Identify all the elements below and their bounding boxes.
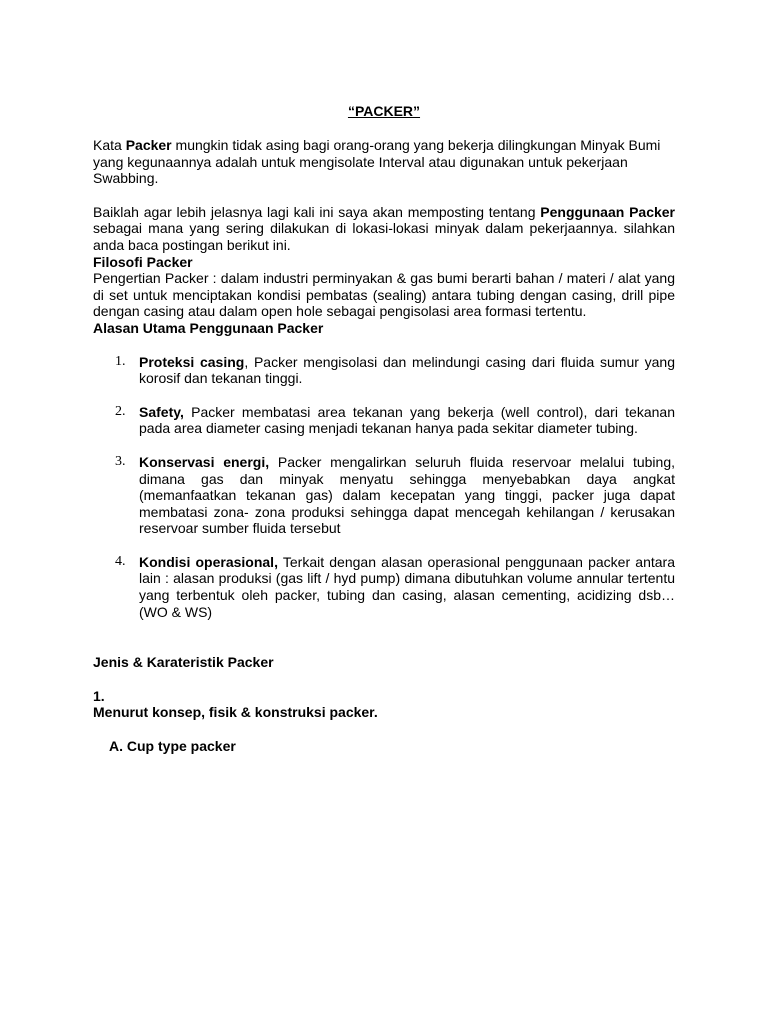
intro2-bold-term: Penggunaan Packer xyxy=(540,203,676,220)
intro1-text-post: mungkin tidak asing bagi orang-orang yang bekerja dilingkungan Minyak Bumi yang kegunaannya adalah untuk mengisolate Interval atau digunakan untuk pekerjaan Swabbing. xyxy=(93,137,661,187)
list-item-text: , Packer mengisolasi dan melindungi casing dari fluida sumur yang korosif dan tekanan tinggi. xyxy=(139,353,675,387)
list-item-number: 2. xyxy=(115,403,126,419)
intro1-text-pre: Kata xyxy=(93,137,126,153)
list-item xyxy=(93,354,675,387)
list-item-number: 4. xyxy=(115,553,126,569)
list-item-bold: Safety, xyxy=(139,403,184,420)
sub-number: 1. xyxy=(93,687,105,704)
list-item-number: 1. xyxy=(115,353,126,369)
list-item-bold: Proteksi casing xyxy=(139,353,245,370)
alasan-list xyxy=(93,354,675,621)
list-item-text: Terkait dengan alasan operasional penggunaan packer antara lain : alasan produksi (gas lift / hyd pump) dimana dibutuhkan volume annular tertentu yang terbentuk oleh packer, tubing dan casing, alasan cementing, acidizing dsb… (WO & WS) xyxy=(139,553,675,620)
intro-paragraph-1 xyxy=(93,137,675,187)
list-item-bold: Konservasi energi, xyxy=(139,453,270,470)
list-item xyxy=(93,454,675,537)
intro2-text-post: sebagai mana yang sering dilakukan di lokasi-lokasi minyak dalam pekerjaannya. silahkan anda baca postingan berikut ini. xyxy=(93,220,675,253)
intro-paragraph-2 xyxy=(93,204,675,254)
list-item-number: 3. xyxy=(115,453,126,469)
intro2-text-pre: Baiklah agar lebih jelasnya lagi kali ini saya akan memposting tentang xyxy=(93,203,541,220)
jenis-heading: Jenis & Karateristik Packer xyxy=(93,654,274,671)
sub-item-a: A. Cup type packer xyxy=(109,738,236,755)
document-body xyxy=(93,137,675,755)
intro1-bold-term: Packer xyxy=(125,137,172,153)
list-item-text: Packer mengalirkan seluruh fluida reservoar melalui tubing, dimana gas dan minyak menyatu sehingga menyebabkan daya angkat (memanfaatkan tekanan gas) dalam kecepatan yang tinggi, packer juga dapat membatasi zona- zona produksi sehingga dapat mencegah kehilangan / kerusakan reservoar sumber fluida tersebut xyxy=(139,453,675,537)
pengertian-paragraph: Pengertian Packer : dalam industri perminyakan & gas bumi berarti bahan / materi / alat yang di set untuk menciptakan kondisi pembatas (sealing) antara tubing dengan casing, drill pipe dengan casing atau dalam open hole sebagai pengisolasi area formasi tertentu. xyxy=(93,270,675,320)
sub-heading: Menurut konsep, fisik & konstruksi packer. xyxy=(93,704,378,721)
list-item xyxy=(93,404,675,437)
alasan-heading: Alasan Utama Penggunaan Packer xyxy=(93,319,324,336)
page-title: “PACKER” xyxy=(347,103,421,119)
list-item-bold: Kondisi operasional, xyxy=(139,553,278,570)
list-item-text: Packer membatasi area tekanan yang bekerja (well control), dari tekanan pada area diameter casing menjadi tekanan hanya pada sekitar diameter tubing. xyxy=(139,403,675,437)
filosofi-heading: Filosofi Packer xyxy=(93,253,193,270)
list-item xyxy=(93,554,675,620)
